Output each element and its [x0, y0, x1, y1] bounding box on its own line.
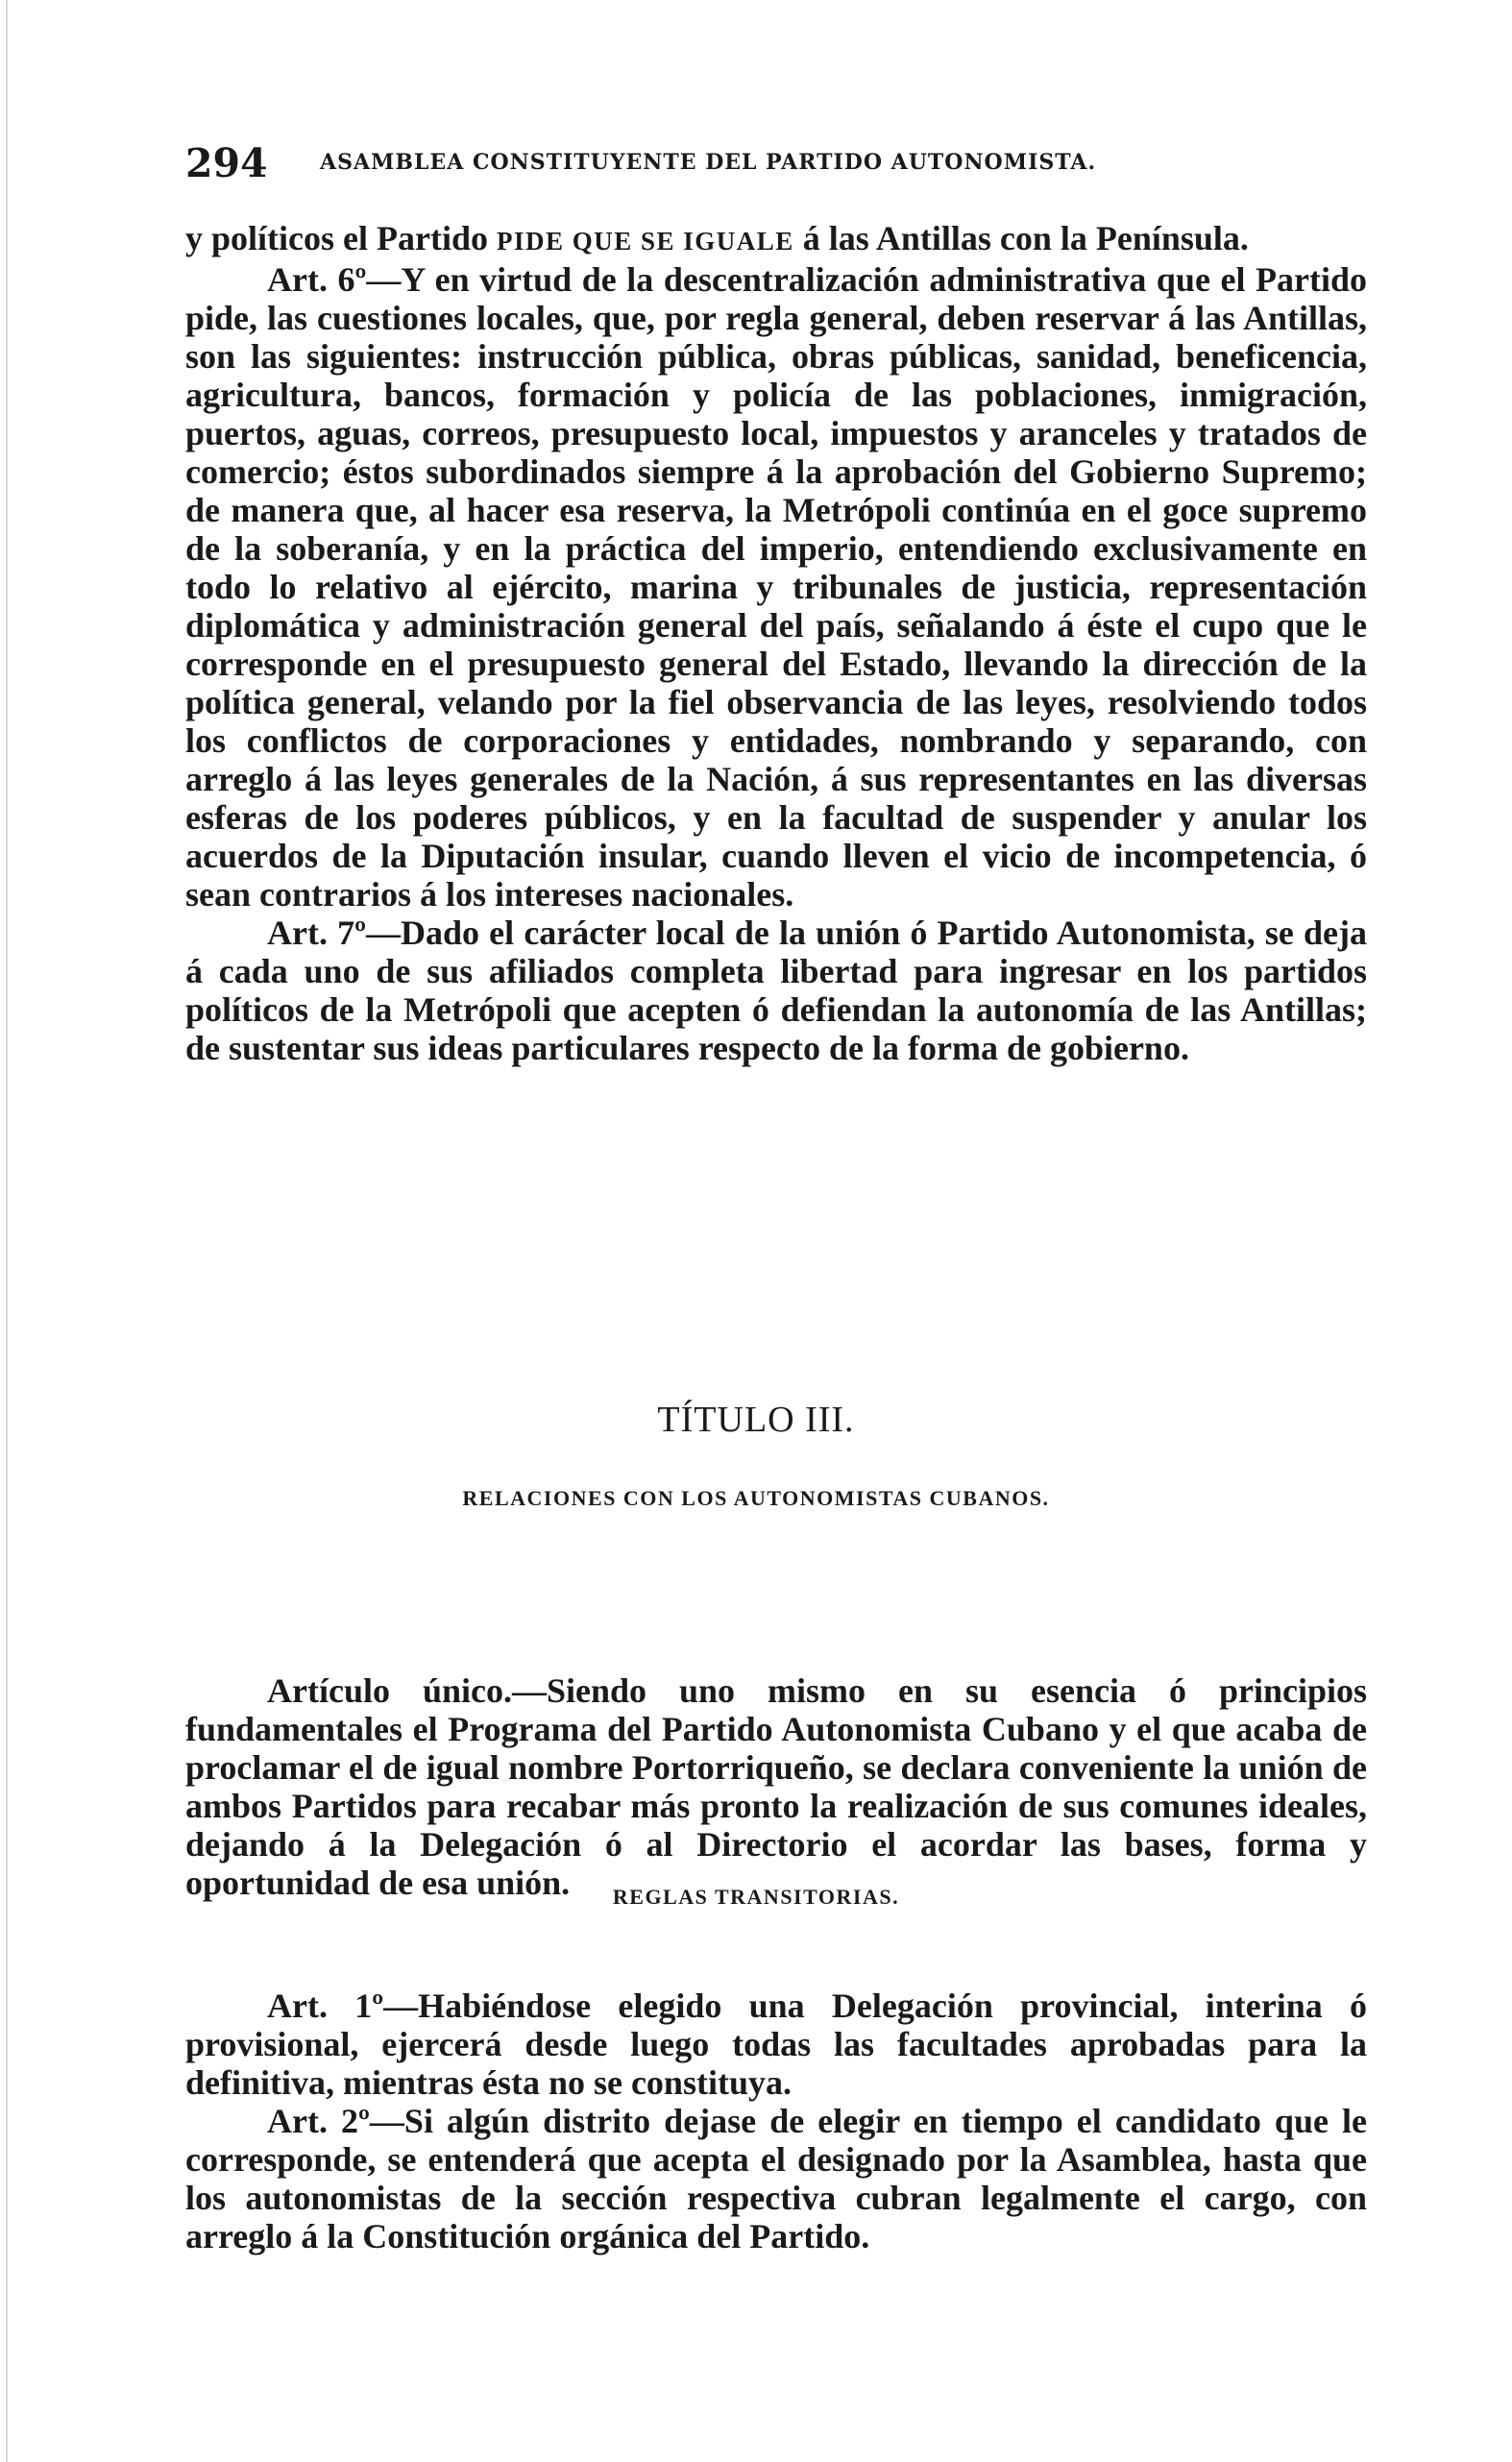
text-block-single-article — [185, 1671, 1367, 1902]
paragraph-article-6: Art. 6º—Y en virtud de la descentralización administrativa que el Partido pide, las cuestiones locales, que, por regla general, deben reservar á las Antillas, son las siguientes: instrucción pública, obras públicas, sanidad, beneficencia, agricultura, bancos, formación y policía de las poblaciones, inmigración, puertos, aguas, correos, presupuesto local, impuestos y aranceles y tratados de comercio; éstos subordinados siempre á la aprobación del Gobierno Supremo; de manera que, al hacer esa reserva, la Metrópoli continúa en el goce supremo de la soberanía, y en la práctica del imperio, entendiendo exclusivamente en todo lo relativo al ejército, marina y tribunales de justicia, representación diplomática y administración general del país, señalando á éste el cupo que le corresponde en el presupuesto general del Estado, llevando la dirección de la política general, velando por la fiel observancia de las leyes, resolviendo todos los conflictos de corporaciones y entidades, nombrando y separando, con arreglo á las leyes generales de la Nación, á sus representantes en las diversas esferas de los poderes públicos, y en la facultad de suspender y anular los acuerdos de la Diputación insular, cuando lleven el vicio de incompetencia, ó sean contrarios á los intereses nacionales. — [185, 260, 1367, 914]
paragraph-transitional-1: Art. 1º—Habiéndose elegido una Delegación provincial, interina ó provisional, ejercerá desde luego todas las facultades aprobadas para la definitiva, mientras ésta no se constituya. — [185, 1987, 1367, 2102]
running-head: ASAMBLEA CONSTITUYENTE DEL PARTIDO AUTONOMISTA. — [320, 150, 1097, 175]
paragraph-article-7: Art. 7º—Dado el carácter local de la unión ó Partido Autonomista, se deja á cada uno de sus afiliados completa libertad para ingresar en los partidos políticos de la Metrópoli que acepten ó defiendan la autonomía de las Antillas; de sustentar sus ideas particulares respecto de la forma de gobierno. — [185, 914, 1367, 1067]
section-title: TÍTULO III. — [657, 1400, 855, 1440]
paragraph-articulo-unico: Artículo único.—Siendo uno mismo en su esencia ó principios fundamentales el Programa del Partido Autonomista Cubano y el que acaba de proclamar el de igual nombre Portorriqueño, se declara conveniente la unión de ambos Partidos para recabar más pronto la realización de sus comunes ideales, dejando á la Delegación ó al Directorio el acordar las bases, forma y oportunidad de esa unión. — [185, 1671, 1367, 1902]
paragraph-transitional-2: Art. 2º—Si algún distrito dejase de elegir en tiempo el candidato que le corresponde, se entenderá que acepta el designado por la Asamblea, hasta que los autonomistas de la sección respectiva cubran legalmente el cargo, con arreglo á la Constitución orgánica del Partido. — [185, 2102, 1367, 2255]
text-block-transitional — [185, 1987, 1367, 2255]
text-run: y políticos el Partido — [185, 219, 497, 257]
transitional-rules-title: REGLAS TRANSITORIAS. — [612, 1885, 900, 1909]
small-caps-emphasis: PIDE QUE SE IGUALE — [496, 227, 794, 256]
scan-edge-line — [6, 0, 8, 2462]
text-block-articles — [185, 219, 1367, 1067]
paragraph-continuation — [185, 219, 1367, 260]
page-number: 294 — [185, 140, 268, 186]
section-subtitle: RELACIONES CON LOS AUTONOMISTAS CUBANOS. — [462, 1486, 1050, 1510]
text-run: á las Antillas con la Península. — [793, 219, 1249, 257]
page-header — [185, 139, 1367, 187]
